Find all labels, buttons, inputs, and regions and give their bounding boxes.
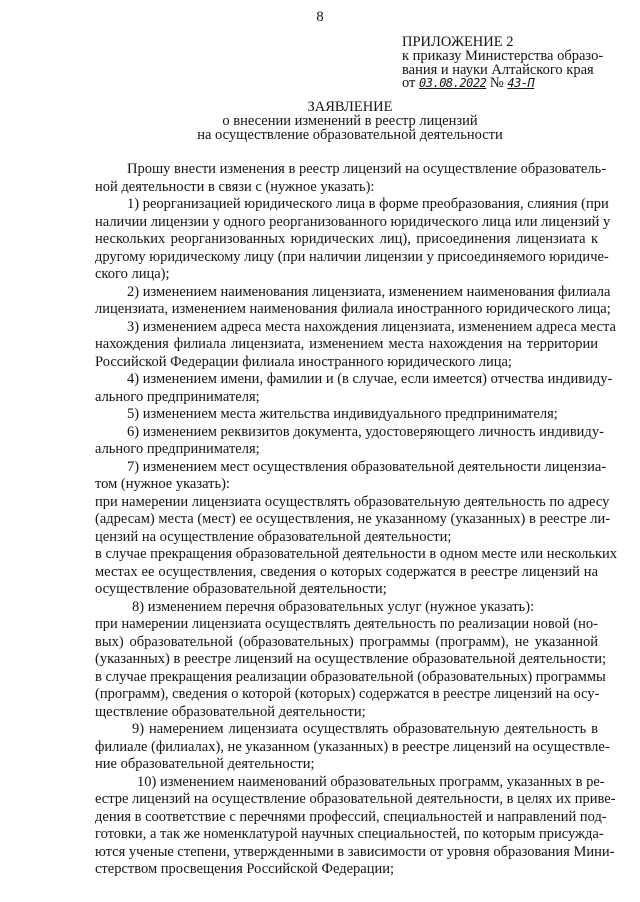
paragraph-line: Российской Федерации филиала иностранного юридического лица; [95,353,512,370]
document-subtitle-2: на осуществление образовательной деятельности [197,127,503,143]
paragraph-line: нескольких реорганизованных юридических лиц), присоединения лицензиата к [95,231,598,247]
paragraph-line: 8) изменением перечня образовательных услуг (нужное указать): [132,598,535,615]
statement-body [95,161,618,879]
paragraph-line: другому юридическому лицу (при наличии лицензии у присоединяемого юридиче- [95,248,609,265]
paragraph-line: (программ), сведения о которой (которых) содержатся в реестре лицензий на осу- [95,686,600,702]
paragraph-line: дения в соответствие с перечнями профессий, специальностей и направлений под- [95,808,607,825]
paragraph-line: 5) изменением места жительства индивидуального предпринимателя; [127,406,558,422]
paragraph-line: 10) изменением наименований образовательных программ, указанных в ре- [137,773,605,790]
paragraph-line: ются ученые степени, утвержденными в зависимости от уровня образования Мини- [95,843,615,860]
paragraph-line: наличии лицензии у одного реорганизованного юридического лица или лицензий у [95,213,611,230]
paragraph-line: 7) изменением мест осуществления образовательной деятельности лицензиа- [127,458,607,475]
paragraph-line: ние образовательной деятельности; [95,756,315,772]
paragraph-line: (адресам) места (мест) ее осуществления, не указанному (указанных) в реестре ли- [95,511,611,527]
appendix-date-line [402,77,628,91]
paragraph-line: 2) изменением наименования лицензиата, изменением наименования филиала [127,283,611,300]
paragraph-line: ществление образовательной деятельности; [95,703,366,720]
paragraph-line: в случае прекращения реализации образовательной (образовательных) программы [95,668,606,685]
appendix-block [402,36,628,91]
paragraph-line: том (нужное указать): [95,476,230,492]
paragraph-line: 6) изменением реквизитов документа, удостоверяющего личность индивиду- [127,423,604,440]
handwritten-number: 43-П [507,76,535,91]
paragraph-line: нахождения филиала лицензиата, изменением места нахождения на территории [95,336,598,352]
date-prefix: от [402,75,416,92]
appendix-title: ПРИЛОЖЕНИЕ 2 [402,34,514,50]
paragraph-line: 4) изменением имени, фамилии и (в случае, если имеется) отчества индивиду- [127,371,613,387]
paragraph-line: ального предпринимателя; [95,388,260,405]
paragraph-line: местах ее осуществления, сведения о которых содержатся в реестре лицензий на [95,563,598,580]
paragraph-line: филиале (филиалах), не указанном (указанных) в реестре лицензий на осуществле- [95,738,610,755]
paragraph-line: ной деятельности в связи с (нужное указать): [95,178,375,195]
paragraph-line: цензий на осуществление образовательной деятельности; [95,528,452,545]
paragraph-line: Прошу внести изменения в реестр лицензий на осуществление образователь- [127,161,607,177]
page-number: 8 [316,9,324,25]
paragraph-line: вых) образовательной (образовательных) программы (программ), не указанной [95,633,598,650]
paragraph-line: в случае прекращения образовательной деятельности в одном месте или нескольких [95,546,618,562]
paragraph-line: при намерении лицензиата осуществлять деятельность по реализации новой (но- [95,616,598,632]
document-subtitle-1: о внесении изменений в реестр лицензий [222,113,478,129]
paragraph-line: лицензиата, изменением наименования филиала иностранного юридического лица; [95,301,611,317]
appendix-line-1: к приказу Министерства образо- [402,47,604,64]
paragraph-line: 1) реорганизацией юридического лица в форме преобразования, слияния (при [127,196,609,212]
paragraph-line: осуществление образовательной деятельности; [95,581,387,597]
paragraph-line: ального предпринимателя; [95,441,260,457]
paragraph-line: (указанных) в реестре лицензий на осуществление образовательной деятельности; [95,651,607,667]
paragraph-line: стерством просвещения Российской Федерации; [95,861,395,877]
handwritten-date: 03.08.2022 [419,76,487,91]
paragraph-line: при намерении лицензиата осуществлять образовательную деятельность по адресу [95,493,610,510]
number-sign: № [489,75,504,92]
document-title: ЗАЯВЛЕНИЕ [307,99,393,115]
paragraph-line: естре лицензий на осуществление образовательной деятельности, в целях их приве- [95,791,616,807]
paragraph-line: ского лица); [95,266,170,282]
paragraph-line: готовки, а так же номенклатурой научных специальностей, по которым присужда- [95,826,604,842]
paragraph-line: 9) намерением лицензиата осуществлять образовательную деятельность в [132,721,598,737]
appendix-line-2: вания и науки Алтайского края [402,61,594,78]
paragraph-line: 3) изменением адреса места нахождения лицензиата, изменением адреса места [127,318,616,335]
